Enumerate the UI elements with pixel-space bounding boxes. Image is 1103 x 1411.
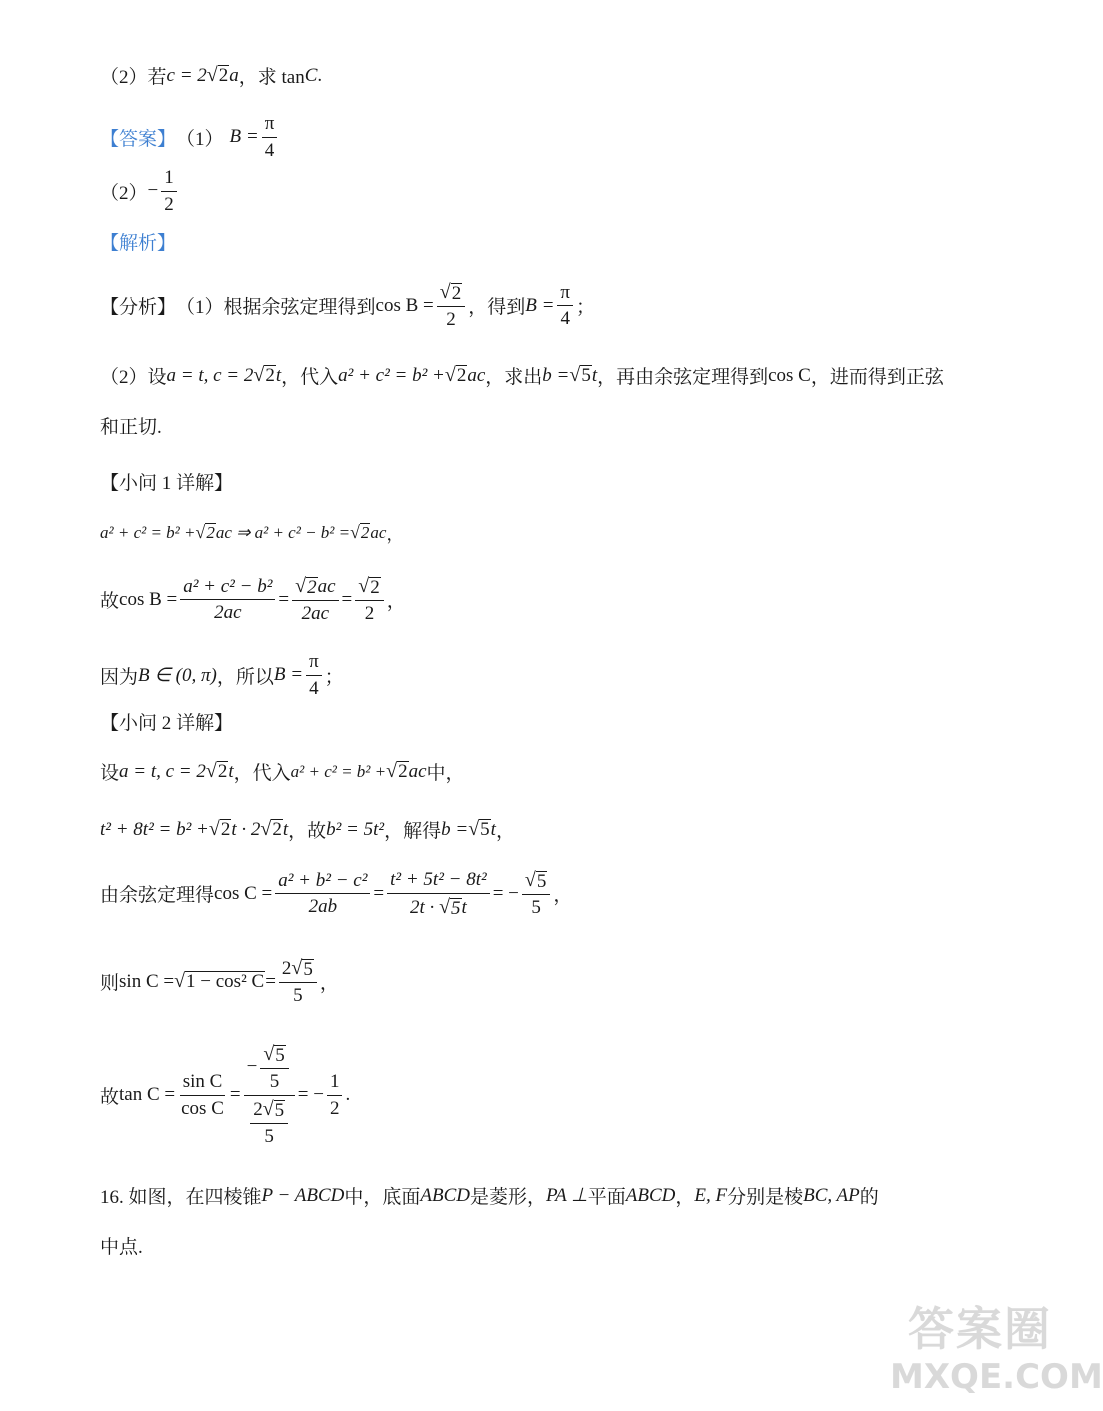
sub1-line-3: 因为 B ∈ (0, π) ，所以 B = $\frac{\pi}{4}$ ；: [100, 651, 344, 699]
sub2-line-1: 设 a = t, c = 2 √ 2 t ，代入 a² + c² = b² + √ 2 ac 中，: [100, 760, 465, 784]
sub2-line-3: 由余弦定理得 cos C = $\frac{\text{a² + b² − c²}}{2ab}$ = t² + 5t² − 8t² 2t · √ 5 t = − √ 5 5 ，: [100, 869, 573, 919]
sub2-title: 【小问 2 详解】: [100, 713, 234, 734]
question-16-cont: 中点.: [100, 1237, 143, 1258]
fenxi-line-2-cont: 和正切.: [100, 417, 162, 438]
fenxi-line-1: 【分析】 （1）根据余弦定理得到 cos B = √ 2 2 ，得到 B = $\frac{\pi}{4}$ ；: [100, 281, 596, 330]
q2-prompt: （2）若 c = 2 √ 2 a ，求 tan C .: [100, 64, 323, 88]
fraction: $\frac{\pi}{4}$: [557, 281, 573, 332]
fraction: $\frac{1}{2}$: [161, 166, 177, 217]
sub1-line-1: a² + c² = b² + √ 2 ac ⇒ a² + c² − b² = √ 2 ac ，: [100, 522, 404, 544]
fraction: √ 2 2: [437, 280, 465, 332]
answer-line-1: 【答案】 （1） B = $\frac{\pi}{4}$: [100, 112, 280, 163]
question-16: 16. 如图，在四棱锥 P − ABCD 中，底面 ABCD 是菱形， PA ⊥ 平面 ABCD ， E, F 分别是棱 BC, AP 的: [100, 1184, 879, 1208]
answer-line-2: （2） − $\frac{1}{2}$: [100, 166, 180, 217]
sqrt: √ 2: [206, 64, 229, 87]
sub2-line-5: 故 tan C = $\frac{\text{sin C}}{\text{cos C}}$ = − √ 5 5 2 √ 5 5 = − $\frac{1}{2}$ .: [100, 1043, 351, 1147]
sub2-line-4: 则 sin C = √ 1 − cos² C = 2 √ 5 5 ，: [100, 957, 339, 1006]
analysis-tag: 【解析】: [100, 233, 177, 254]
answer-tag: 【答案】: [100, 128, 177, 150]
sub1-title: 【小问 1 详解】: [100, 473, 234, 494]
fraction: $\frac{\pi}{4}$: [262, 112, 278, 163]
sub1-line-2: 故 cos B = $\frac{\text{a² + c² − b²}}{2ac}$ = √ 2 ac 2ac = √ 2 2 ，: [100, 575, 406, 624]
watermark-logo: 答案圈 MXQE.COM: [890, 1302, 1103, 1397]
fenxi-line-2: （2）设 a = t, c = 2 √ 2 t ，代入 a² + c² = b² + √ 2 ac ，求出 b = √ 5 t ，再由余弦定理得到 cos C ，进而得到正弦: [100, 364, 944, 388]
sub2-line-2: t² + 8t² = b² + √ 2 t · 2 √ 2 t ，故 b² = 5t² ，解得 b = √ 5 t ，: [100, 818, 515, 842]
